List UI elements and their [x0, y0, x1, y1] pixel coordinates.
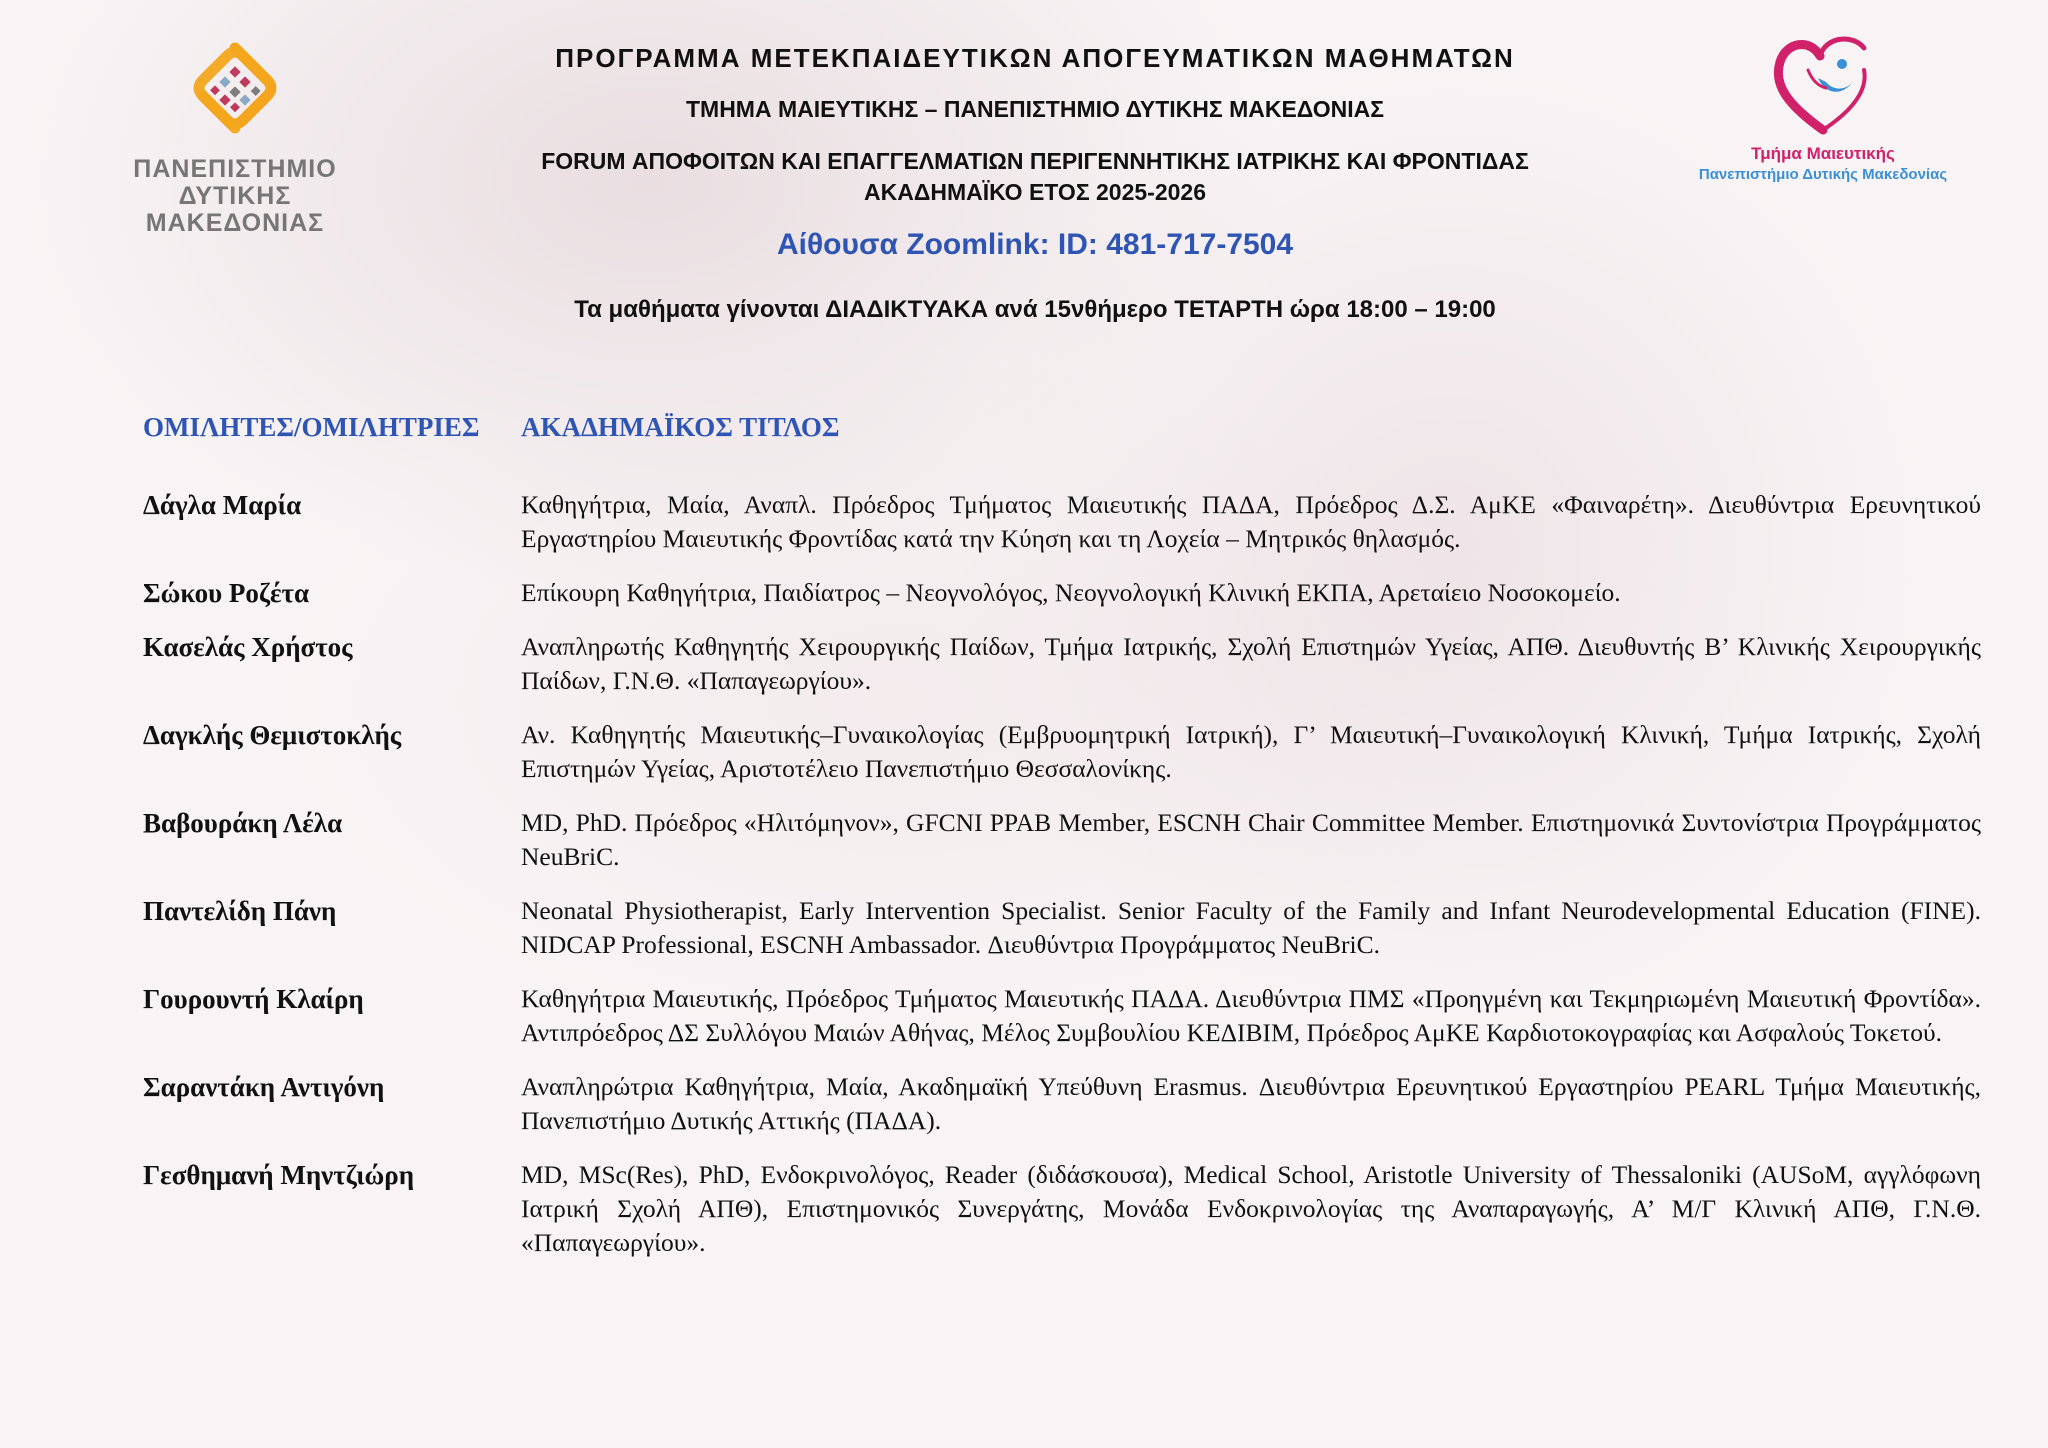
program-title: ΠΡΟΓΡΑΜΜΑ ΜΕΤΕΚΠΑΙΔΕΥΤΙΚΩΝ ΑΠΟΓΕΥΜΑΤΙΚΩΝ ΜΑΘΗΜΑΤΩΝ: [555, 43, 1515, 73]
speaker-title: Καθηγήτρια Μαιευτικής, Πρόεδρος Τμήματος Μαιευτικής ΠΑΔΑ. Διευθύντρια ΠΜΣ «Προηγμένη και Τεκμηριωμένη Μαιευτική Φροντίδα». Αντιπρόεδρος ΔΣ Συλλόγου Μαιών Αθήνας, Μέλος Συμβουλίου ΚΕΔΙΒΙΜ, Πρόεδρος ΑμΚΕ Καρδιοτοκογραφίας και Ασφαλούς Τοκετού.: [521, 984, 1981, 1047]
speaker-title: MD, MSc(Res), PhD, Ενδοκρινολόγος, Reader (διδάσκουσα), Medical School, Aristotle University of Thessaloniki (AUSoM, αγγλόφωνη Ιατρική Σχολή ΑΠΘ), Επιστημονικός Συνεργάτης, Μονάδα Ενδοκρινολογίας της Αναπαραγωγής, Α’ Μ/Γ Κλινική ΑΠΘ, Γ.Ν.Θ. «Παπαγεωργίου».: [521, 1160, 1981, 1257]
forum-title: FORUM ΑΠΟΦΟΙΤΩΝ ΚΑΙ ΕΠΑΓΓΕΛΜΑΤΙΩΝ ΠΕΡΙΓΕΝΝΗΤΙΚΗΣ ΙΑΤΡΙΚΗΣ ΚΑΙ ΦΡΟΝΤΙΔΑΣ: [541, 148, 1529, 174]
table-row: [143, 1158, 1981, 1260]
table-row: [143, 630, 1981, 698]
zoom-link[interactable]: Αίθουσα Zoomlink: ID: 481-717-7504: [776, 228, 1294, 261]
university-name: ΠΑΝΕΠΙΣΤΗΜΙΟ ΔΥΤΙΚΗΣ ΜΑΚΕΔΟΝΙΑΣ: [133, 155, 337, 237]
speaker-name: Δάγλα Μαρία: [143, 490, 302, 520]
speaker-name: Γεσθημανή Μηντζιώρη: [143, 1160, 415, 1190]
speaker-name: Δαγκλής Θεμιστοκλής: [143, 720, 402, 750]
schedule-note: Τα μαθήματα γίνονται ΔΙΑΔΙΚΤΥΑΚΑ ανά 15νθήμερο ΤΕΤΑΡΤΗ ώρα 18:00 – 19:00: [574, 296, 1496, 323]
speaker-name: Κασελάς Χρήστος: [143, 632, 353, 662]
department-logo-line1: Τμήμα Μαιευτικής: [1751, 144, 1895, 163]
table-row: [143, 894, 1981, 962]
university-logo: [120, 38, 350, 237]
table-header: [143, 412, 1981, 468]
department-logo: [1658, 30, 1988, 183]
speaker-title: Αν. Καθηγητής Μαιευτικής–Γυναικολογίας (Εμβρυομητρική Ιατρική), Γ’ Μαιευτική–Γυναικολογική Κλινική, Τμήμα Ιατρικής, Σχολή Επιστημών Υγείας, Αριστοτέλειο Πανεπιστήμιο Θεσσαλονίκης.: [521, 720, 1981, 783]
speaker-title: Neonatal Physiotherapist, Early Intervention Specialist. Senior Faculty of the Family and Infant Neurodevelopmental Education (FINE). NIDCAP Professional, ESCNH Ambassador. Διευθύντρια Προγράμματος NeuBriC.: [521, 896, 1981, 959]
speaker-name: Παντελίδη Πάνη: [143, 896, 337, 926]
table-row: [143, 576, 1981, 610]
speaker-title: MD, PhD. Πρόεδρος «Ηλιτόμηνον», GFCNI PPAB Member, ESCNH Chair Committee Member. Επιστημονικά Συντονίστρια Προγράμματος NeuBriC.: [521, 808, 1981, 871]
speaker-title: Αναπληρώτρια Καθηγήτρια, Μαία, Ακαδημαϊκή Υπεύθυνη Erasmus. Διευθύντρια Ερευνητικού Εργαστηρίου PEARL Τμήμα Μαιευτικής, Πανεπιστήμιο Δυτικής Αττικής (ΠΑΔΑ).: [521, 1072, 1981, 1135]
academic-year: ΑΚΑΔΗΜΑΪΚΟ ΕΤΟΣ 2025-2026: [863, 179, 1206, 205]
speaker-name: Βαβουράκη Λέλα: [143, 808, 343, 838]
speakers-column-header: ΟΜΙΛΗΤΕΣ/ΟΜΙΛΗΤΡΙΕΣ: [143, 412, 480, 442]
department-logo-line2: Πανεπιστήμιο Δυτικής Μακεδονίας: [1698, 166, 1948, 183]
title-column-header: ΑΚΑΔΗΜΑΪΚΟΣ ΤΙΤΛΟΣ: [521, 412, 840, 442]
speaker-title: Καθηγήτρια, Μαία, Αναπλ. Πρόεδρος Τμήματος Μαιευτικής ΠΑΔΑ, Πρόεδρος Δ.Σ. ΑμΚΕ «Φαιναρέτη». Διευθύντρια Ερευνητικού Εργαστηρίου Μαιευτικής Φροντίδας κατά την Κύηση και τη Λοχεία – Μητρικός θηλασμός.: [521, 490, 1981, 553]
table-row: [143, 718, 1981, 786]
speaker-title: Επίκουρη Καθηγήτρια, Παιδίατρος – Νεογνολόγος, Νεογνολογική Κλινική ΕΚΠΑ, Αρεταίειο Νοσοκομείο.: [521, 578, 1621, 607]
speaker-name: Σώκου Ροζέτα: [143, 578, 310, 608]
speaker-name: Σαραντάκη Αντιγόνη: [143, 1072, 385, 1102]
page-header: [430, 40, 1640, 326]
university-knot-icon: [185, 38, 285, 138]
table-row: [143, 806, 1981, 874]
table-row: [143, 982, 1981, 1050]
department-title: ΤΜΗΜΑ ΜΑΙΕΥΤΙΚΗΣ – ΠΑΝΕΠΙΣΤΗΜΙΟ ΔΥΤΙΚΗΣ ΜΑΚΕΔΟΝΙΑΣ: [685, 96, 1385, 122]
speaker-title: Αναπληρωτής Καθηγητής Χειρουργικής Παίδων, Τμήμα Ιατρικής, Σχολή Επιστημών Υγείας, ΑΠΘ. Διευθυντής Β’ Κλινικής Χειρουργικής Παίδων, Γ.Ν.Θ. «Παπαγεωργίου».: [521, 632, 1981, 695]
speakers-table: [143, 412, 1981, 1260]
table-row: [143, 488, 1981, 556]
speaker-name: Γουρουντή Κλαίρη: [143, 984, 364, 1014]
heart-figure-icon: [1768, 30, 1878, 138]
table-row: [143, 1070, 1981, 1138]
